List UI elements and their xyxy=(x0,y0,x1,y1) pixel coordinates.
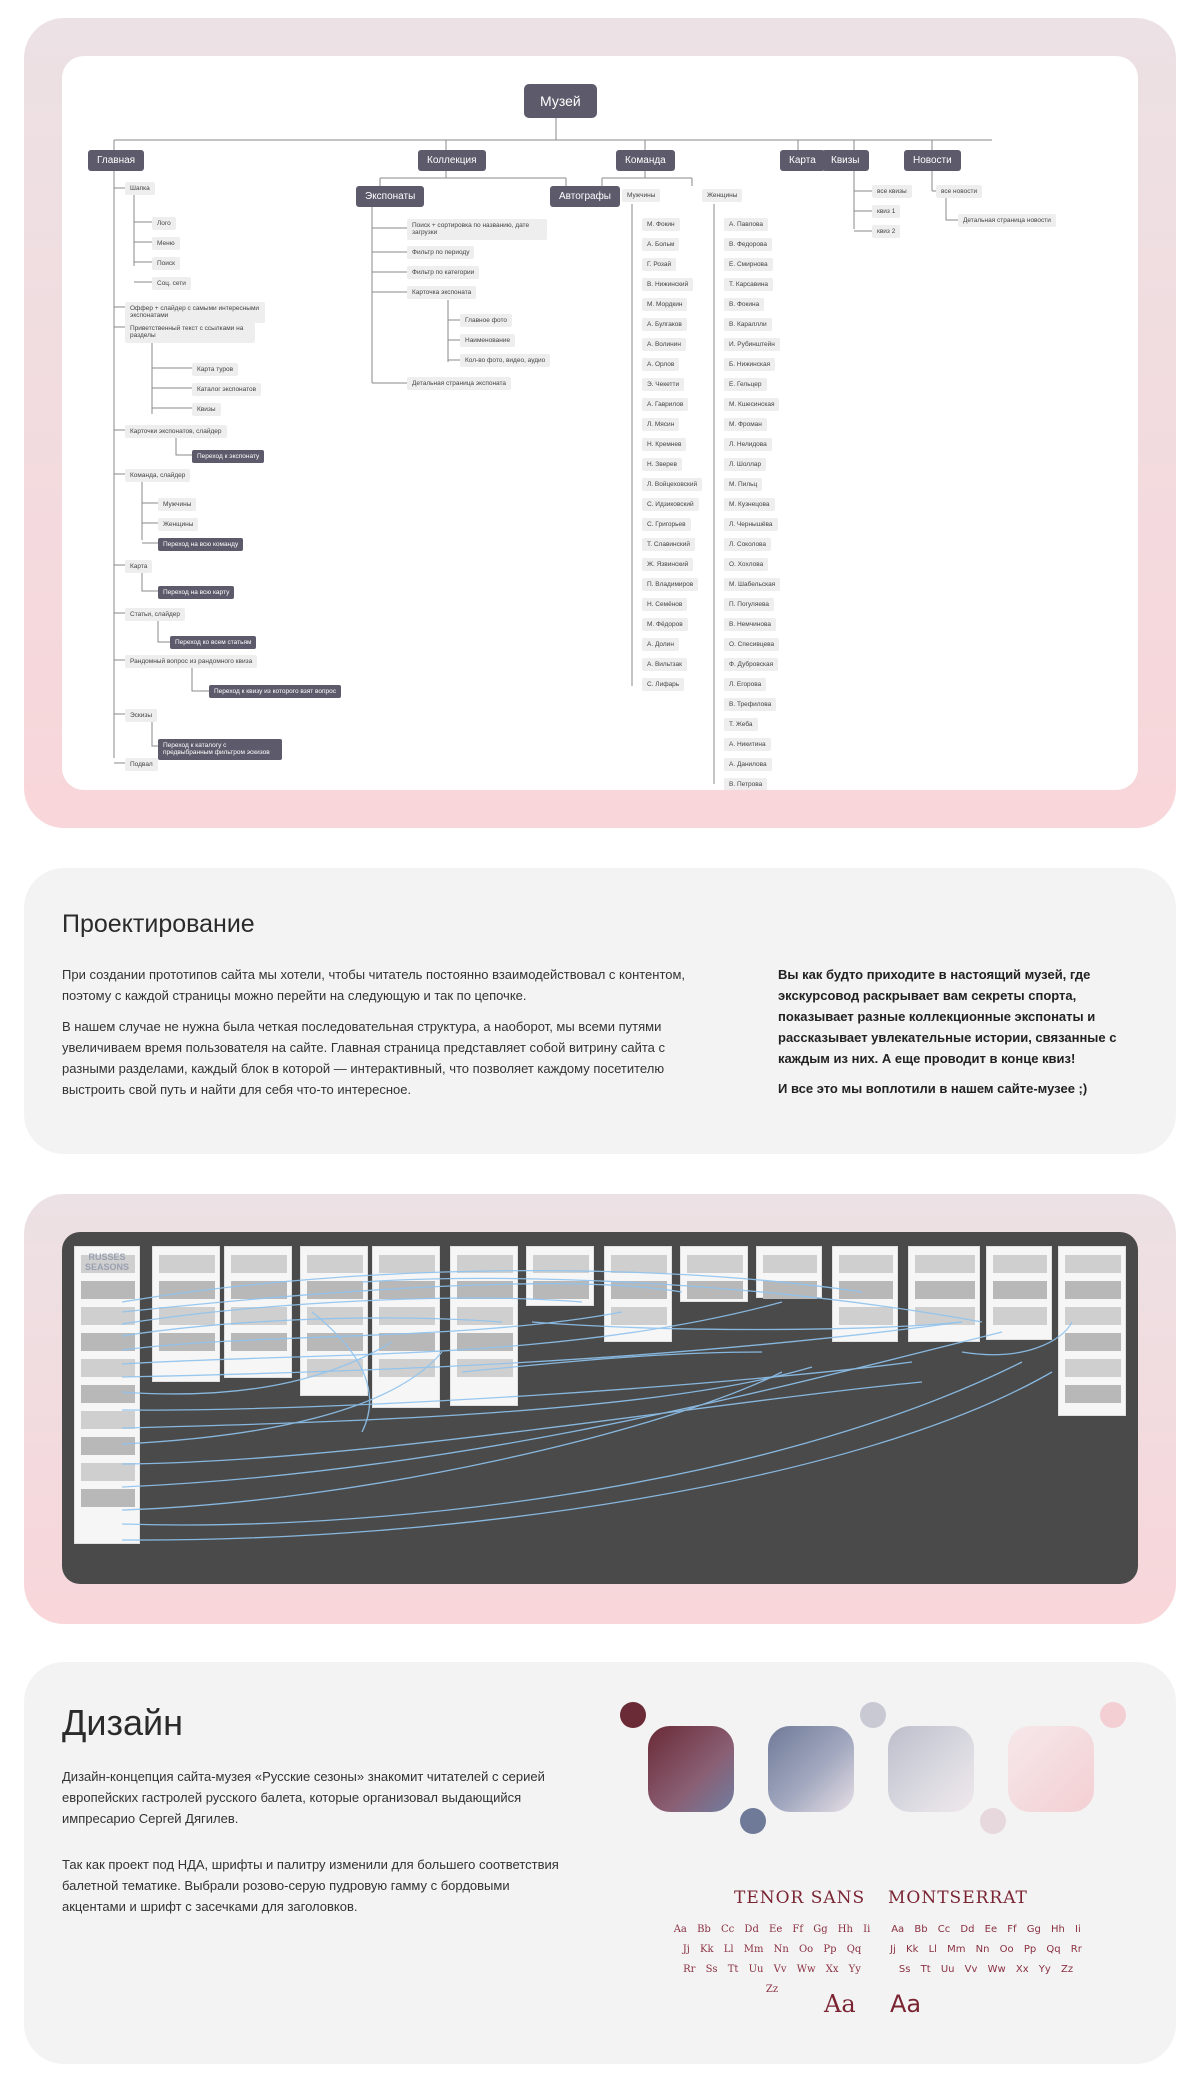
sitemap-canvas xyxy=(62,56,1138,790)
swatch-blush-gradient xyxy=(1008,1726,1094,1812)
komanda-man-2: Г. Розай xyxy=(642,258,676,271)
design-card xyxy=(24,1662,1176,2064)
komanda-man-21: А. Долин xyxy=(642,638,679,651)
glavnaya-item-16: Карта xyxy=(125,560,152,573)
komanda-man-17: Ж. Язвинский xyxy=(642,558,693,571)
kollekciya-item-5: Наименование xyxy=(460,334,515,347)
font-sample-tenor: Aa xyxy=(824,1990,856,2018)
proekt-card xyxy=(24,868,1176,1154)
glavnaya-item-17: Переход на всю карту xyxy=(158,586,234,599)
komanda-woman-19: П. Погуляева xyxy=(724,598,774,611)
swatch-grey-gradient xyxy=(888,1726,974,1812)
komanda-woman-13: М. Пильц xyxy=(724,478,762,491)
wireframe-logo: RUSSES SEASONS xyxy=(84,1252,129,1272)
glavnaya-item-15: Переход на всю команду xyxy=(158,538,243,551)
komanda-man-6: А. Волинин xyxy=(642,338,686,351)
komanda-man-9: А. Гаврилов xyxy=(642,398,688,411)
glavnaya-item-5: Оффер + слайдер с самыми интересными экспонатами xyxy=(125,302,265,323)
kvizy-item-1: квиз 1 xyxy=(872,205,900,218)
font-sample-montserrat: Aa xyxy=(890,1990,922,2018)
design-title: Дизайн xyxy=(62,1702,184,1743)
glavnaya-item-4: Соц. сети xyxy=(152,277,191,290)
font-name-tenor: TENOR SANS xyxy=(734,1888,866,1908)
komanda-woman-8: Е. Гельцер xyxy=(724,378,767,391)
sitemap-section-0: Главная xyxy=(88,150,144,171)
komanda-woman-20: В. Немчинова xyxy=(724,618,776,631)
komanda-sub-men: Мужчины xyxy=(622,189,660,202)
sitemap-card xyxy=(24,18,1176,828)
swatch-dot-powder xyxy=(980,1808,1006,1834)
komanda-woman-23: Л. Егорова xyxy=(724,678,766,691)
komanda-woman-2: Е. Смирнова xyxy=(724,258,773,271)
glavnaya-item-0: Шапка xyxy=(125,182,155,195)
glavnaya-item-11: Переход к экспонату xyxy=(192,450,264,463)
kollekciya-item-1: Фильтр по периоду xyxy=(407,246,474,259)
novosti-item-0: все новости xyxy=(936,185,982,198)
komanda-woman-22: Ф. Дубровская xyxy=(724,658,778,671)
glavnaya-item-8: Каталог экспонатов xyxy=(192,383,261,396)
komanda-woman-11: Л. Нелидова xyxy=(724,438,772,451)
komanda-woman-15: Л. Чернышёва xyxy=(724,518,778,531)
glavnaya-item-23: Переход к каталогу с предвыбранным фильтром эскизов xyxy=(158,739,282,760)
komanda-woman-28: В. Петрова xyxy=(724,778,767,790)
swatch-dark-gradient xyxy=(648,1726,734,1812)
kollekciya-item-3: Карточка экспоната xyxy=(407,286,476,299)
glavnaya-item-9: Квизы xyxy=(192,403,221,416)
komanda-woman-1: В. Федорова xyxy=(724,238,772,251)
komanda-man-4: М. Мордкин xyxy=(642,298,687,311)
design-paragraph-2: Так как проект под НДА, шрифты и палитру изменили для большего соответствия балетной тематике. Выбрали розово-серую пудровую гамму с бордовыми акцентами и шрифт с засечками для заголовков. xyxy=(62,1857,559,1914)
komanda-woman-6: И. Рубинштейн xyxy=(724,338,780,351)
kollekciya-item-0: Поиск + сортировка по названию, дате загрузки xyxy=(407,219,547,240)
komanda-man-1: А. Больм xyxy=(642,238,679,251)
komanda-man-16: Т. Славинский xyxy=(642,538,695,551)
komanda-woman-25: Т. Жеба xyxy=(724,718,758,731)
glavnaya-item-21: Переход к квизу из которого взят вопрос xyxy=(209,685,341,698)
font-name-montserrat: MONTSERRAT xyxy=(888,1888,1028,1908)
kvizy-item-0: все квизы xyxy=(872,185,912,198)
swatch-slate-gradient xyxy=(768,1726,854,1812)
sitemap-section-3: Карта xyxy=(780,150,825,171)
swatch-dot-grey xyxy=(860,1702,886,1728)
kollekciya-item-2: Фильтр по категории xyxy=(407,266,479,279)
sitemap-connectors xyxy=(62,56,1138,790)
proekt-highlight-2: И все это мы воплотили в нашем сайте-музее ;) xyxy=(778,1081,1088,1096)
swatch-dot-dark xyxy=(620,1702,646,1728)
glavnaya-item-3: Поиск xyxy=(152,257,180,270)
komanda-man-20: М. Фёдоров xyxy=(642,618,688,631)
komanda-woman-26: А. Никитина xyxy=(724,738,771,751)
komanda-man-8: Э. Чекетти xyxy=(642,378,684,391)
proekt-highlight-1: Вы как будто приходите в настоящий музей, где экскурсовод раскрывает вам секреты спорта, показывает разные коллекционные экспонаты и рассказывает увлекательные истории, связанные с каждым из них. А еще проводит в конце квиз! xyxy=(778,967,1117,1066)
komanda-man-5: А. Булгаков xyxy=(642,318,687,331)
glavnaya-item-2: Меню xyxy=(152,237,180,250)
sitemap-root: Музей xyxy=(524,84,597,118)
glavnaya-item-1: Лого xyxy=(152,217,176,230)
sitemap-section-2: Команда xyxy=(616,150,675,171)
glavnaya-item-10: Карточки экспонатов, слайдер xyxy=(125,425,227,438)
komanda-woman-21: О. Спесивцева xyxy=(724,638,779,651)
swatch-dot-blush xyxy=(1100,1702,1126,1728)
komanda-man-15: С. Григорьев xyxy=(642,518,691,531)
komanda-woman-10: М. Фроман xyxy=(724,418,767,431)
komanda-woman-3: Т. Карсавина xyxy=(724,278,773,291)
sitemap-section-5: Новости xyxy=(904,150,961,171)
glavnaya-item-19: Переход ко всем статьям xyxy=(170,636,256,649)
kollekciya-item-6: Кол-во фото, видео, аудио xyxy=(460,354,550,367)
komanda-woman-7: Б. Нижинская xyxy=(724,358,775,371)
komanda-man-11: Н. Кремнев xyxy=(642,438,686,451)
glavnaya-item-13: Мужчины xyxy=(158,498,196,511)
komanda-man-10: Л. Мясин xyxy=(642,418,679,431)
komanda-woman-4: В. Фокина xyxy=(724,298,764,311)
komanda-woman-0: А. Павлова xyxy=(724,218,768,231)
glavnaya-item-18: Статьи, слайдер xyxy=(125,608,185,621)
kollekciya-item-7: Детальная страница экспоната xyxy=(407,377,511,390)
sitemap-section-1: Коллекция xyxy=(418,150,486,171)
komanda-sub-women: Женщины xyxy=(702,189,742,202)
komanda-man-18: П. Владимиров xyxy=(642,578,698,591)
kvizy-item-2: квиз 2 xyxy=(872,225,900,238)
komanda-woman-27: А. Данилова xyxy=(724,758,772,771)
kollekciya-sub-0: Экспонаты xyxy=(356,186,424,207)
proekt-paragraph-2: В нашем случае не нужна была четкая последовательная структура, а наоборот, мы всеми путями увеличиваем время пользователя на сайте. Главная страница представляет собой витрину сайта с разными разделами, каждый блок в которой — интерактивный, что позволяет каждому посетителю выстроить свой путь и найти для себя что-то интересное. xyxy=(62,1019,666,1097)
komanda-woman-17: О. Хохлова xyxy=(724,558,768,571)
komanda-man-3: В. Нижинский xyxy=(642,278,693,291)
font-alphabet-montserrat: Aa Bb Cc Dd Ee Ff Gg Hh Ii Jj Kk Ll Mm Nn Oo Pp Qq Rr Ss Tt Uu Vv Ww Xx Yy Zz xyxy=(890,1924,1082,1975)
komanda-woman-12: Л. Шоллар xyxy=(724,458,766,471)
glavnaya-item-6: Приветственный текст с ссылками на разделы xyxy=(125,322,255,343)
komanda-man-14: С. Идзиковский xyxy=(642,498,699,511)
komanda-woman-14: М. Кузнецова xyxy=(724,498,775,511)
komanda-man-22: А. Вильтзак xyxy=(642,658,687,671)
kollekciya-item-4: Главное фото xyxy=(460,314,512,327)
proekt-title: Проектирование xyxy=(62,910,255,938)
font-alphabet-tenor: Aa Bb Cc Dd Ee Ff Gg Hh Ii Jj Kk Ll Mm Nn Oo Pp Qq Rr Ss Tt Uu Vv Ww Xx Yy Zz xyxy=(673,1924,871,1995)
novosti-item-1: Детальная страница новости xyxy=(958,214,1056,227)
kollekciya-sub-1: Автографы xyxy=(550,186,620,207)
komanda-woman-16: Л. Соколова xyxy=(724,538,771,551)
komanda-woman-5: В. Караллли xyxy=(724,318,772,331)
design-paragraph-1: Дизайн-концепция сайта-музея «Русские сезоны» знакомит читателей с серией европейских гастролей русского балета, которые организовал выдающийся импресарио Сергей Дягилев. xyxy=(62,1769,545,1826)
glavnaya-item-22: Эскизы xyxy=(125,709,157,722)
komanda-man-12: Н. Зверев xyxy=(642,458,682,471)
glavnaya-item-12: Команда, слайдер xyxy=(125,469,190,482)
glavnaya-item-20: Рандомный вопрос из рандомного квиза xyxy=(125,655,257,668)
glavnaya-item-7: Карта туров xyxy=(192,363,238,376)
glavnaya-item-24: Подвал xyxy=(125,758,158,771)
glavnaya-item-14: Женщины xyxy=(158,518,198,531)
proekt-paragraph-1: При создании прототипов сайта мы хотели, чтобы читатель постоянно взаимодействовал с контентом, поэтому с каждой страницы можно перейти на следующую и так по цепочке. xyxy=(62,967,686,1003)
komanda-man-13: Л. Войцеховский xyxy=(642,478,702,491)
komanda-woman-9: М. Кшесинская xyxy=(724,398,779,411)
wireframe-board xyxy=(62,1232,1138,1584)
wireframe-card xyxy=(24,1194,1176,1624)
komanda-man-7: А. Орлов xyxy=(642,358,679,371)
sitemap-section-4: Квизы xyxy=(822,150,869,171)
swatch-dot-slate xyxy=(740,1808,766,1834)
komanda-woman-24: В. Трефилова xyxy=(724,698,776,711)
komanda-man-0: М. Фокин xyxy=(642,218,680,231)
komanda-man-23: С. Лифарь xyxy=(642,678,684,691)
komanda-woman-18: М. Шабельская xyxy=(724,578,780,591)
komanda-man-19: Н. Семёнов xyxy=(642,598,687,611)
wireframe-links xyxy=(62,1232,1138,1584)
